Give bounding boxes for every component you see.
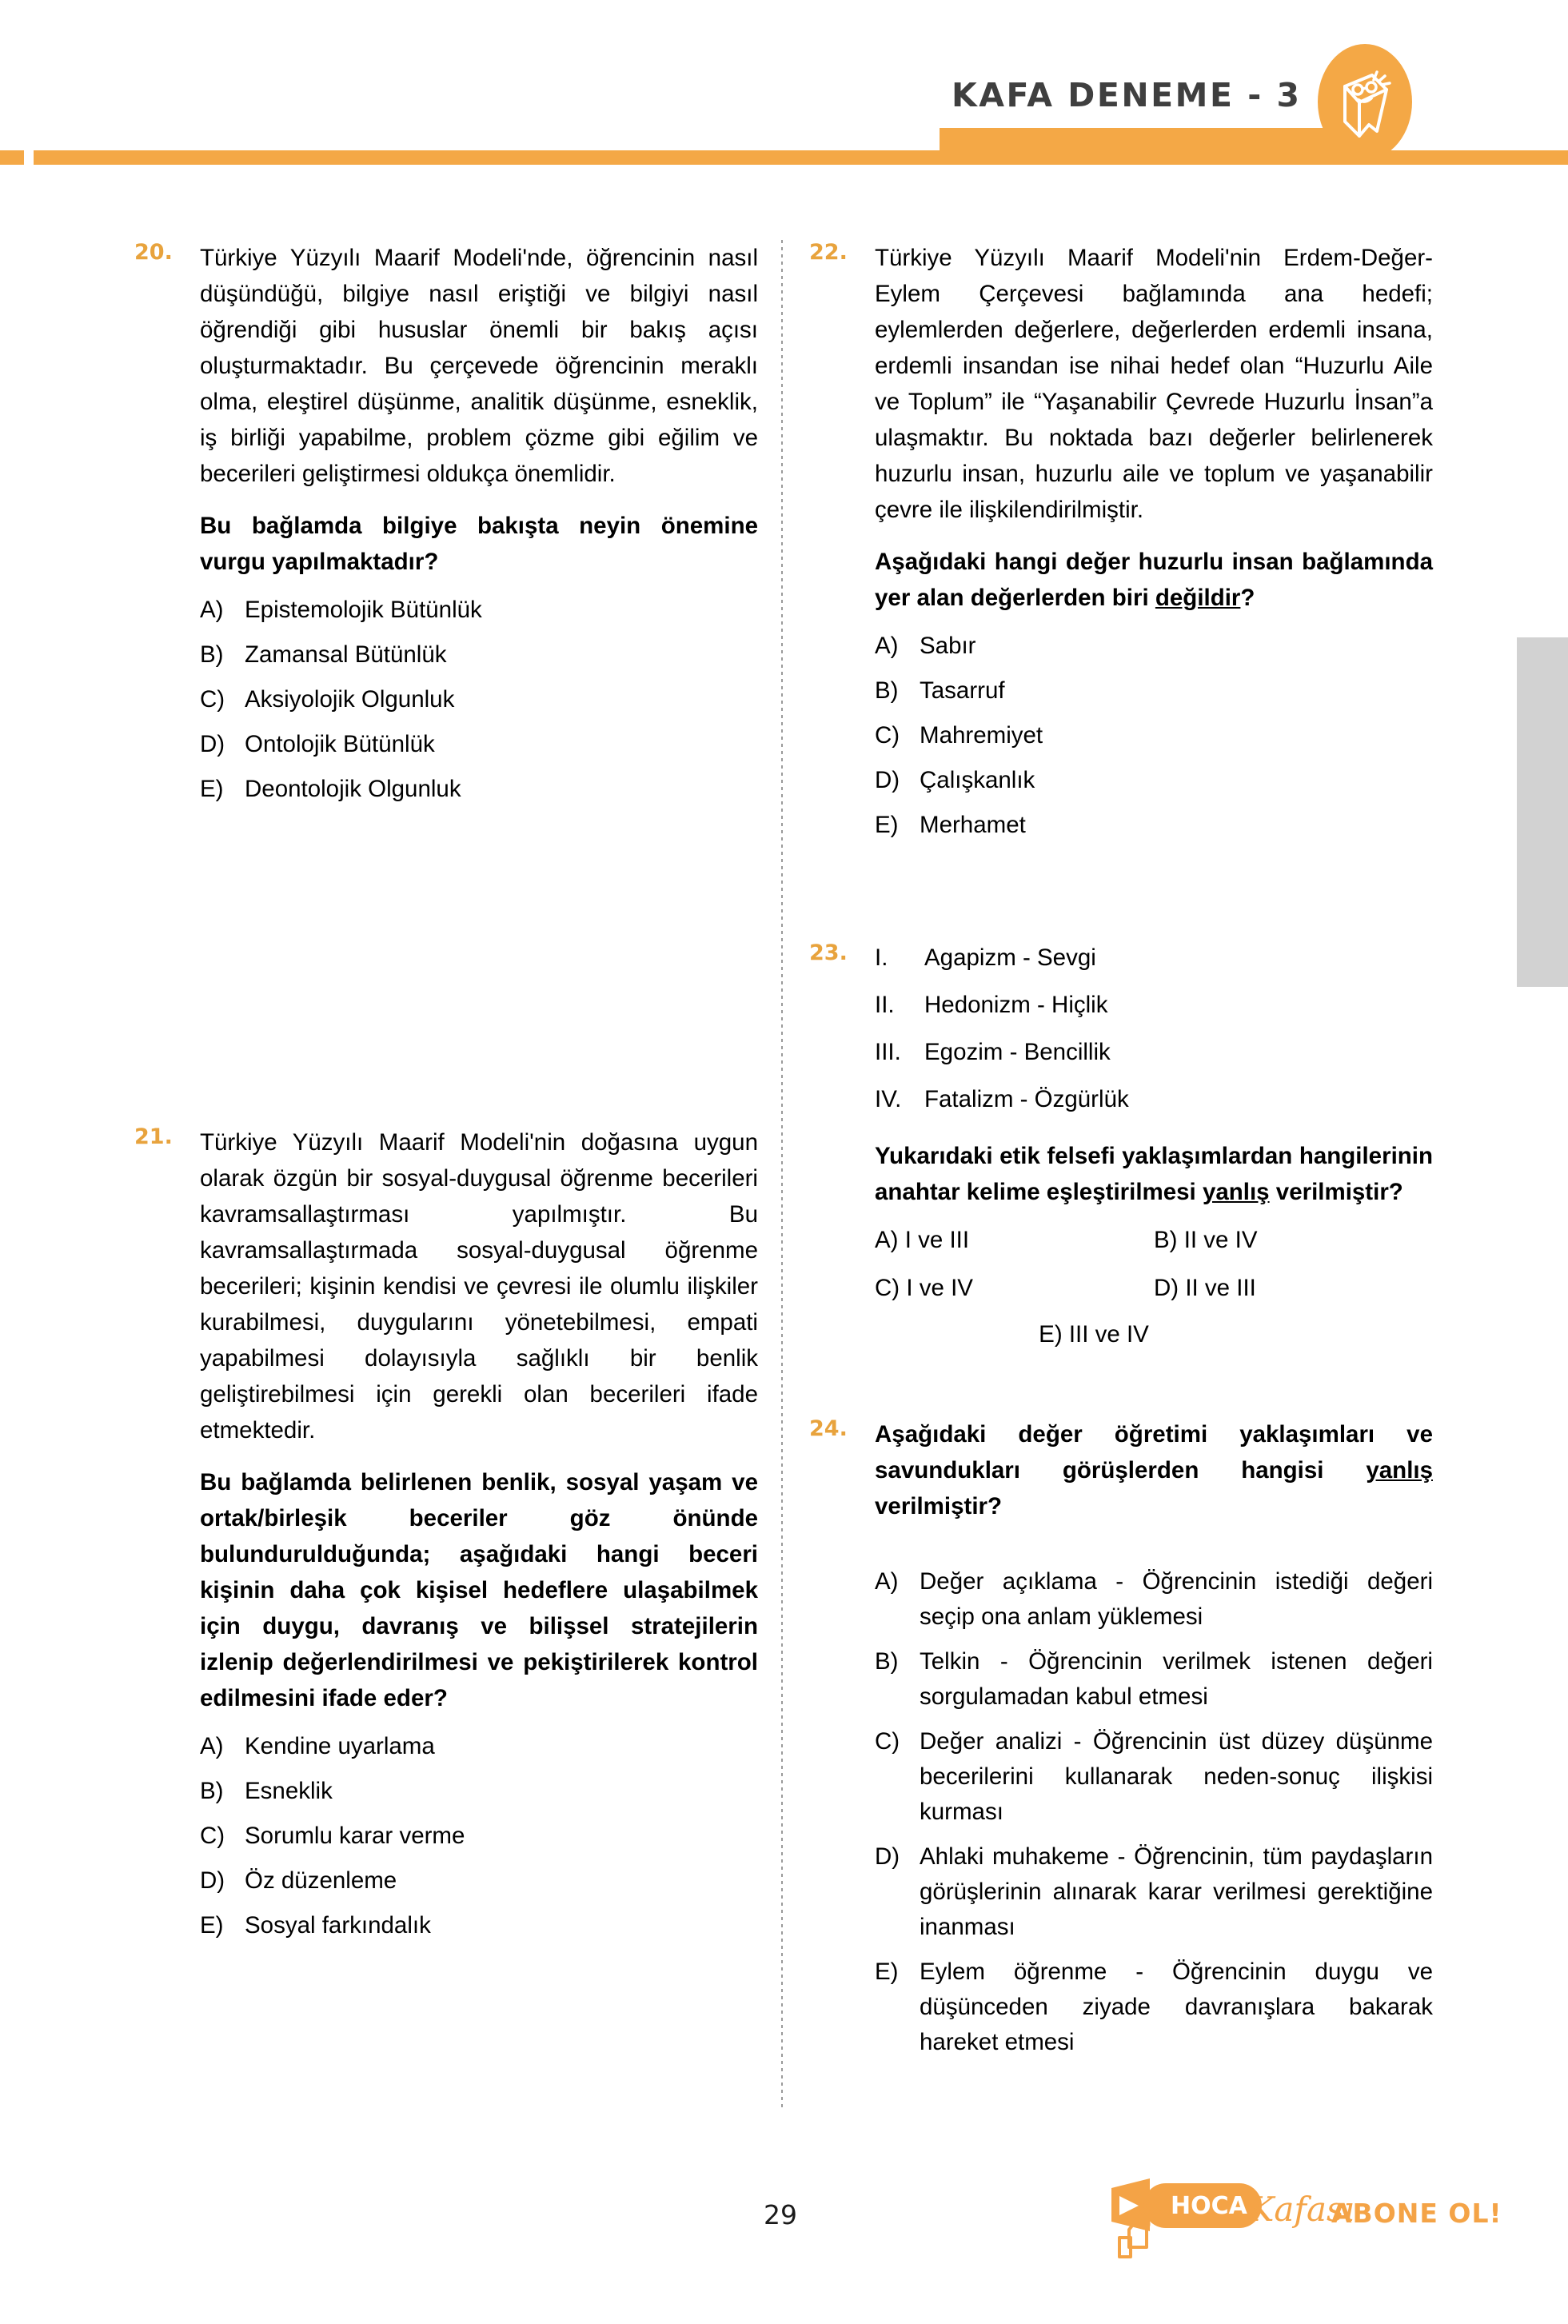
- option-a-text: Epistemolojik Bütünlük: [245, 597, 482, 623]
- option-e[interactable]: [875, 808, 1433, 843]
- option-c[interactable]: [200, 682, 758, 717]
- option-e[interactable]: [875, 1317, 1433, 1352]
- question-23-stem-suffix: verilmiştir?: [1269, 1179, 1403, 1205]
- option-d-text: Ahlaki muhakeme - Öğrencinin, tüm paydaşların görüşlerinin alınarak karar verilmesi gerektiğine inanması: [920, 1843, 1433, 1940]
- option-c-text: Mahremiyet: [920, 722, 1043, 749]
- option-d[interactable]: [200, 1863, 758, 1899]
- option-b[interactable]: [200, 1774, 758, 1809]
- question-22-passage: Türkiye Yüzyılı Maarif Modeli'nin Erdem-Değer-Eylem Çerçevesi bağlamında ana hedefi; eylemlerden değerlere, değerlerden erdemli insana, erdemli insandan ise nihai hedef olan “Huzurlu Aile ve Toplum” ile “Yaşanabilir Çevrede Huzurlu İnsan”a ulaşmaktır. Bu noktada bazı değerler belirlenerek huzurlu insan, huzurlu aile ve toplum ve yaşanabilir çevre ile ilişkilendirilmiştir.: [875, 245, 1433, 523]
- option-b[interactable]: [200, 637, 758, 673]
- option-d-letter: D): [1154, 1275, 1179, 1301]
- question-23-number: 23.: [809, 940, 848, 965]
- right-edge-tab: [1517, 637, 1568, 987]
- option-b-letter: B): [875, 677, 899, 704]
- option-c-letter: C): [200, 686, 225, 713]
- option-e[interactable]: [200, 772, 758, 807]
- option-b-text: Esneklik: [245, 1778, 333, 1804]
- question-23-stem-underlined: yanlış: [1202, 1179, 1270, 1205]
- roman-item-1: [875, 940, 1433, 976]
- option-d-letter: D): [200, 1867, 225, 1894]
- question-20-options: [200, 593, 758, 807]
- option-a-text: Değer açıklama - Öğrencinin istediği değeri seçip ona anlam yüklemesi: [920, 1568, 1433, 1630]
- option-e-letter: E): [875, 812, 899, 838]
- option-a[interactable]: [875, 1223, 1154, 1258]
- question-20-number: 20.: [134, 240, 173, 265]
- question-21-body: [200, 1124, 758, 1943]
- option-c-letter: C): [875, 1728, 900, 1755]
- option-a-letter: A): [875, 1227, 899, 1253]
- roman-item-4-label: IV.: [875, 1086, 902, 1112]
- option-e-text: Merhamet: [920, 812, 1026, 838]
- roman-item-3: [875, 1035, 1433, 1070]
- option-d[interactable]: [875, 1839, 1433, 1945]
- option-a-letter: A): [875, 1568, 899, 1595]
- question-24-stem: [875, 1416, 1433, 1524]
- question-22-stem-suffix: ?: [1240, 585, 1255, 611]
- option-d-letter: D): [875, 1843, 900, 1870]
- option-d-text: II ve III: [1185, 1275, 1256, 1301]
- option-b-letter: B): [200, 1778, 224, 1804]
- option-c[interactable]: [200, 1819, 758, 1854]
- option-d[interactable]: [1154, 1271, 1433, 1306]
- roman-item-2-label: II.: [875, 992, 895, 1018]
- right-column: [809, 240, 1433, 2070]
- option-b-text: II ve IV: [1183, 1227, 1258, 1253]
- option-d[interactable]: [875, 763, 1433, 798]
- question-22-body: [875, 240, 1433, 843]
- option-b[interactable]: [875, 1644, 1433, 1715]
- option-d-text: Ontolojik Bütünlük: [245, 731, 435, 757]
- roman-item-2: [875, 988, 1433, 1023]
- option-d-text: Öz düzenleme: [245, 1867, 397, 1894]
- option-c-text: Aksiyolojik Olgunluk: [245, 686, 455, 713]
- option-c[interactable]: [875, 718, 1433, 753]
- option-a-letter: A): [875, 633, 899, 659]
- question-22-options: [875, 629, 1433, 843]
- roman-item-1-label: I.: [875, 944, 888, 971]
- question-22-stem: [875, 544, 1433, 616]
- question-22-stem-prefix: Aşağıdaki hangi değer huzurlu insan bağlamında yer alan değerlerden biri: [875, 549, 1433, 611]
- option-e-letter: E): [1039, 1321, 1063, 1348]
- question-23-options: [875, 1223, 1433, 1306]
- question-22-stem-underlined: değildir: [1155, 585, 1241, 611]
- svg-text:HOCA: HOCA: [1171, 2192, 1247, 2220]
- option-e-letter: E): [200, 776, 224, 802]
- question-20-stem: Bu bağlamda bilgiye bakışta neyin önemine vurgu yapılmaktadır?: [200, 513, 758, 575]
- option-c[interactable]: [875, 1271, 1154, 1306]
- roman-item-3-text: Egozim - Bencillik: [924, 1039, 1111, 1065]
- option-a-letter: A): [200, 597, 224, 623]
- option-b[interactable]: [875, 673, 1433, 709]
- footer-brand-kafasi: Kafası: [1249, 2190, 1355, 2229]
- roman-item-3-label: III.: [875, 1039, 901, 1065]
- header-rule-gap: [24, 146, 34, 170]
- option-a-letter: A): [200, 1733, 224, 1759]
- option-e-text: Eylem öğrenme - Öğrencinin duygu ve düşünceden ziyade davranışlara bakarak hareket etmesi: [920, 1959, 1433, 2055]
- option-b-letter: B): [875, 1648, 899, 1675]
- header-title: KAFA DENEME - 3: [952, 76, 1302, 114]
- question-24: [809, 1416, 1433, 2060]
- column-divider: [781, 240, 783, 2111]
- header-title-plate: [940, 128, 1387, 165]
- option-c-text: Değer analizi - Öğrencinin üst düzey düşünme becerilerini kullanarak neden-sonuç ilişkisi kurması: [920, 1728, 1433, 1825]
- question-23-body: [875, 940, 1433, 1352]
- question-21: [134, 1124, 758, 1943]
- option-c-letter: C): [875, 1275, 900, 1301]
- option-c-letter: C): [200, 1823, 225, 1849]
- option-d-text: Çalışkanlık: [920, 767, 1035, 793]
- option-e-text: III ve IV: [1068, 1321, 1149, 1348]
- spacer-q23-q24: [809, 1352, 1433, 1416]
- option-b[interactable]: [1154, 1223, 1433, 1258]
- left-column: [134, 240, 758, 1953]
- roman-item-4: [875, 1082, 1433, 1117]
- option-b-letter: B): [1154, 1227, 1178, 1253]
- option-b-letter: B): [200, 641, 224, 668]
- option-b-text: Zamansal Bütünlük: [245, 641, 447, 668]
- option-a-text: Sabır: [920, 633, 976, 659]
- spacer-q20-q21: [134, 817, 758, 1124]
- option-d[interactable]: [200, 727, 758, 762]
- option-a-text: I ve III: [904, 1227, 970, 1253]
- page-header: [0, 0, 1568, 200]
- footer-subscribe-cta[interactable]: ABONE OL!: [1331, 2198, 1502, 2229]
- option-b-text: Telkin - Öğrencinin verilmek istenen değeri sorgulamadan kabul etmesi: [920, 1648, 1433, 1710]
- question-22: [809, 240, 1433, 843]
- option-d-letter: D): [200, 731, 225, 757]
- question-21-passage: Türkiye Yüzyılı Maarif Modeli'nin doğasına uygun olarak özgün bir sosyal-duygusal öğrenme becerileri kavramsallaştırması yapılmıştır. Bu kavramsallaştırmada sosyal-duygusal öğrenme becerileri; kişinin kendisi ve çevresi ile olumlu ilişkiler kurabilmesi, duygularını yönetebilmesi, empati yapabilmesi dolayısıyla sağlıklı bir benlik geliştirebilmesi için gerekli olan becerileri ifade etmektedir.: [200, 1129, 758, 1444]
- option-c-letter: C): [875, 722, 900, 749]
- question-20: [134, 240, 758, 807]
- question-24-number: 24.: [809, 1416, 848, 1441]
- option-c-text: I ve IV: [906, 1275, 973, 1301]
- option-a[interactable]: [875, 629, 1433, 664]
- question-23-roman-list: [875, 940, 1433, 1117]
- question-24-options: [875, 1564, 1433, 2060]
- roman-item-4-text: Fatalizm - Özgürlük: [924, 1086, 1129, 1112]
- option-e-text: Sosyal farkındalık: [245, 1912, 431, 1939]
- question-22-number: 22.: [809, 240, 848, 265]
- question-24-stem-suffix: verilmiştir?: [875, 1493, 1003, 1519]
- option-a[interactable]: [875, 1564, 1433, 1635]
- question-24-body: [875, 1416, 1433, 2060]
- option-e-letter: E): [200, 1912, 224, 1939]
- question-24-stem-prefix: Aşağıdaki değer öğretimi yaklaşımları ve savundukları görüşlerden hangisi: [875, 1421, 1433, 1483]
- option-d-letter: D): [875, 767, 900, 793]
- page-number: 29: [764, 2199, 797, 2230]
- question-21-number: 21.: [134, 1124, 173, 1149]
- option-a[interactable]: [200, 1729, 758, 1764]
- option-b-text: Tasarruf: [920, 677, 1005, 704]
- question-23: [809, 940, 1433, 1352]
- question-24-stem-underlined: yanlış: [1366, 1457, 1433, 1483]
- roman-item-1-text: Agapizm - Sevgi: [924, 944, 1096, 971]
- option-e-text: Deontolojik Olgunluk: [245, 776, 461, 802]
- spacer-q22-q23: [809, 853, 1433, 940]
- owl-book-mascot-icon: [1337, 66, 1394, 142]
- option-c-text: Sorumlu karar verme: [245, 1823, 465, 1849]
- roman-item-2-text: Hedonizm - Hiçlik: [924, 992, 1108, 1018]
- question-21-options: [200, 1729, 758, 1943]
- option-e-letter: E): [875, 1959, 899, 1985]
- option-a-text: Kendine uyarlama: [245, 1733, 435, 1759]
- question-23-stem: [875, 1138, 1433, 1210]
- option-e[interactable]: [200, 1908, 758, 1943]
- option-e[interactable]: [875, 1955, 1433, 2060]
- question-21-stem: Bu bağlamda belirlenen benlik, sosyal yaşam ve ortak/birleşik beceriler göz önünde bulundurulduğunda; aşağıdaki hangi beceri kişinin daha çok kişisel hedeflere ulaşabilmek için duygu, davranış ve bilişsel stratejilerin izlenip değerlendirilmesi ve pekiştirilerek kontrol edilmesini ifade eder?: [200, 1469, 758, 1711]
- question-20-body: [200, 240, 758, 807]
- spacer-stem-options: [875, 1540, 1433, 1564]
- question-20-passage: Türkiye Yüzyılı Maarif Modeli'nde, öğrencinin nasıl düşündüğü, bilgiye nasıl eriştiği ve bilgiyi nasıl öğrendiği gibi hususlar önemli bir bakış açısı oluşturmaktadır. Bu çerçevede öğrencinin meraklı olma, eleştirel düşünme, analitik düşünme, esneklik, iş birliği yapabilme, problem çözme gibi eğilim ve becerileri geliştirmesi oldukça önemlidir.: [200, 245, 758, 487]
- option-a[interactable]: [200, 593, 758, 628]
- question-23-stem-prefix: Yukarıdaki etik felsefi yaklaşımlardan hangilerinin anahtar kelime eşleştirilmesi: [875, 1143, 1433, 1205]
- option-c[interactable]: [875, 1724, 1433, 1830]
